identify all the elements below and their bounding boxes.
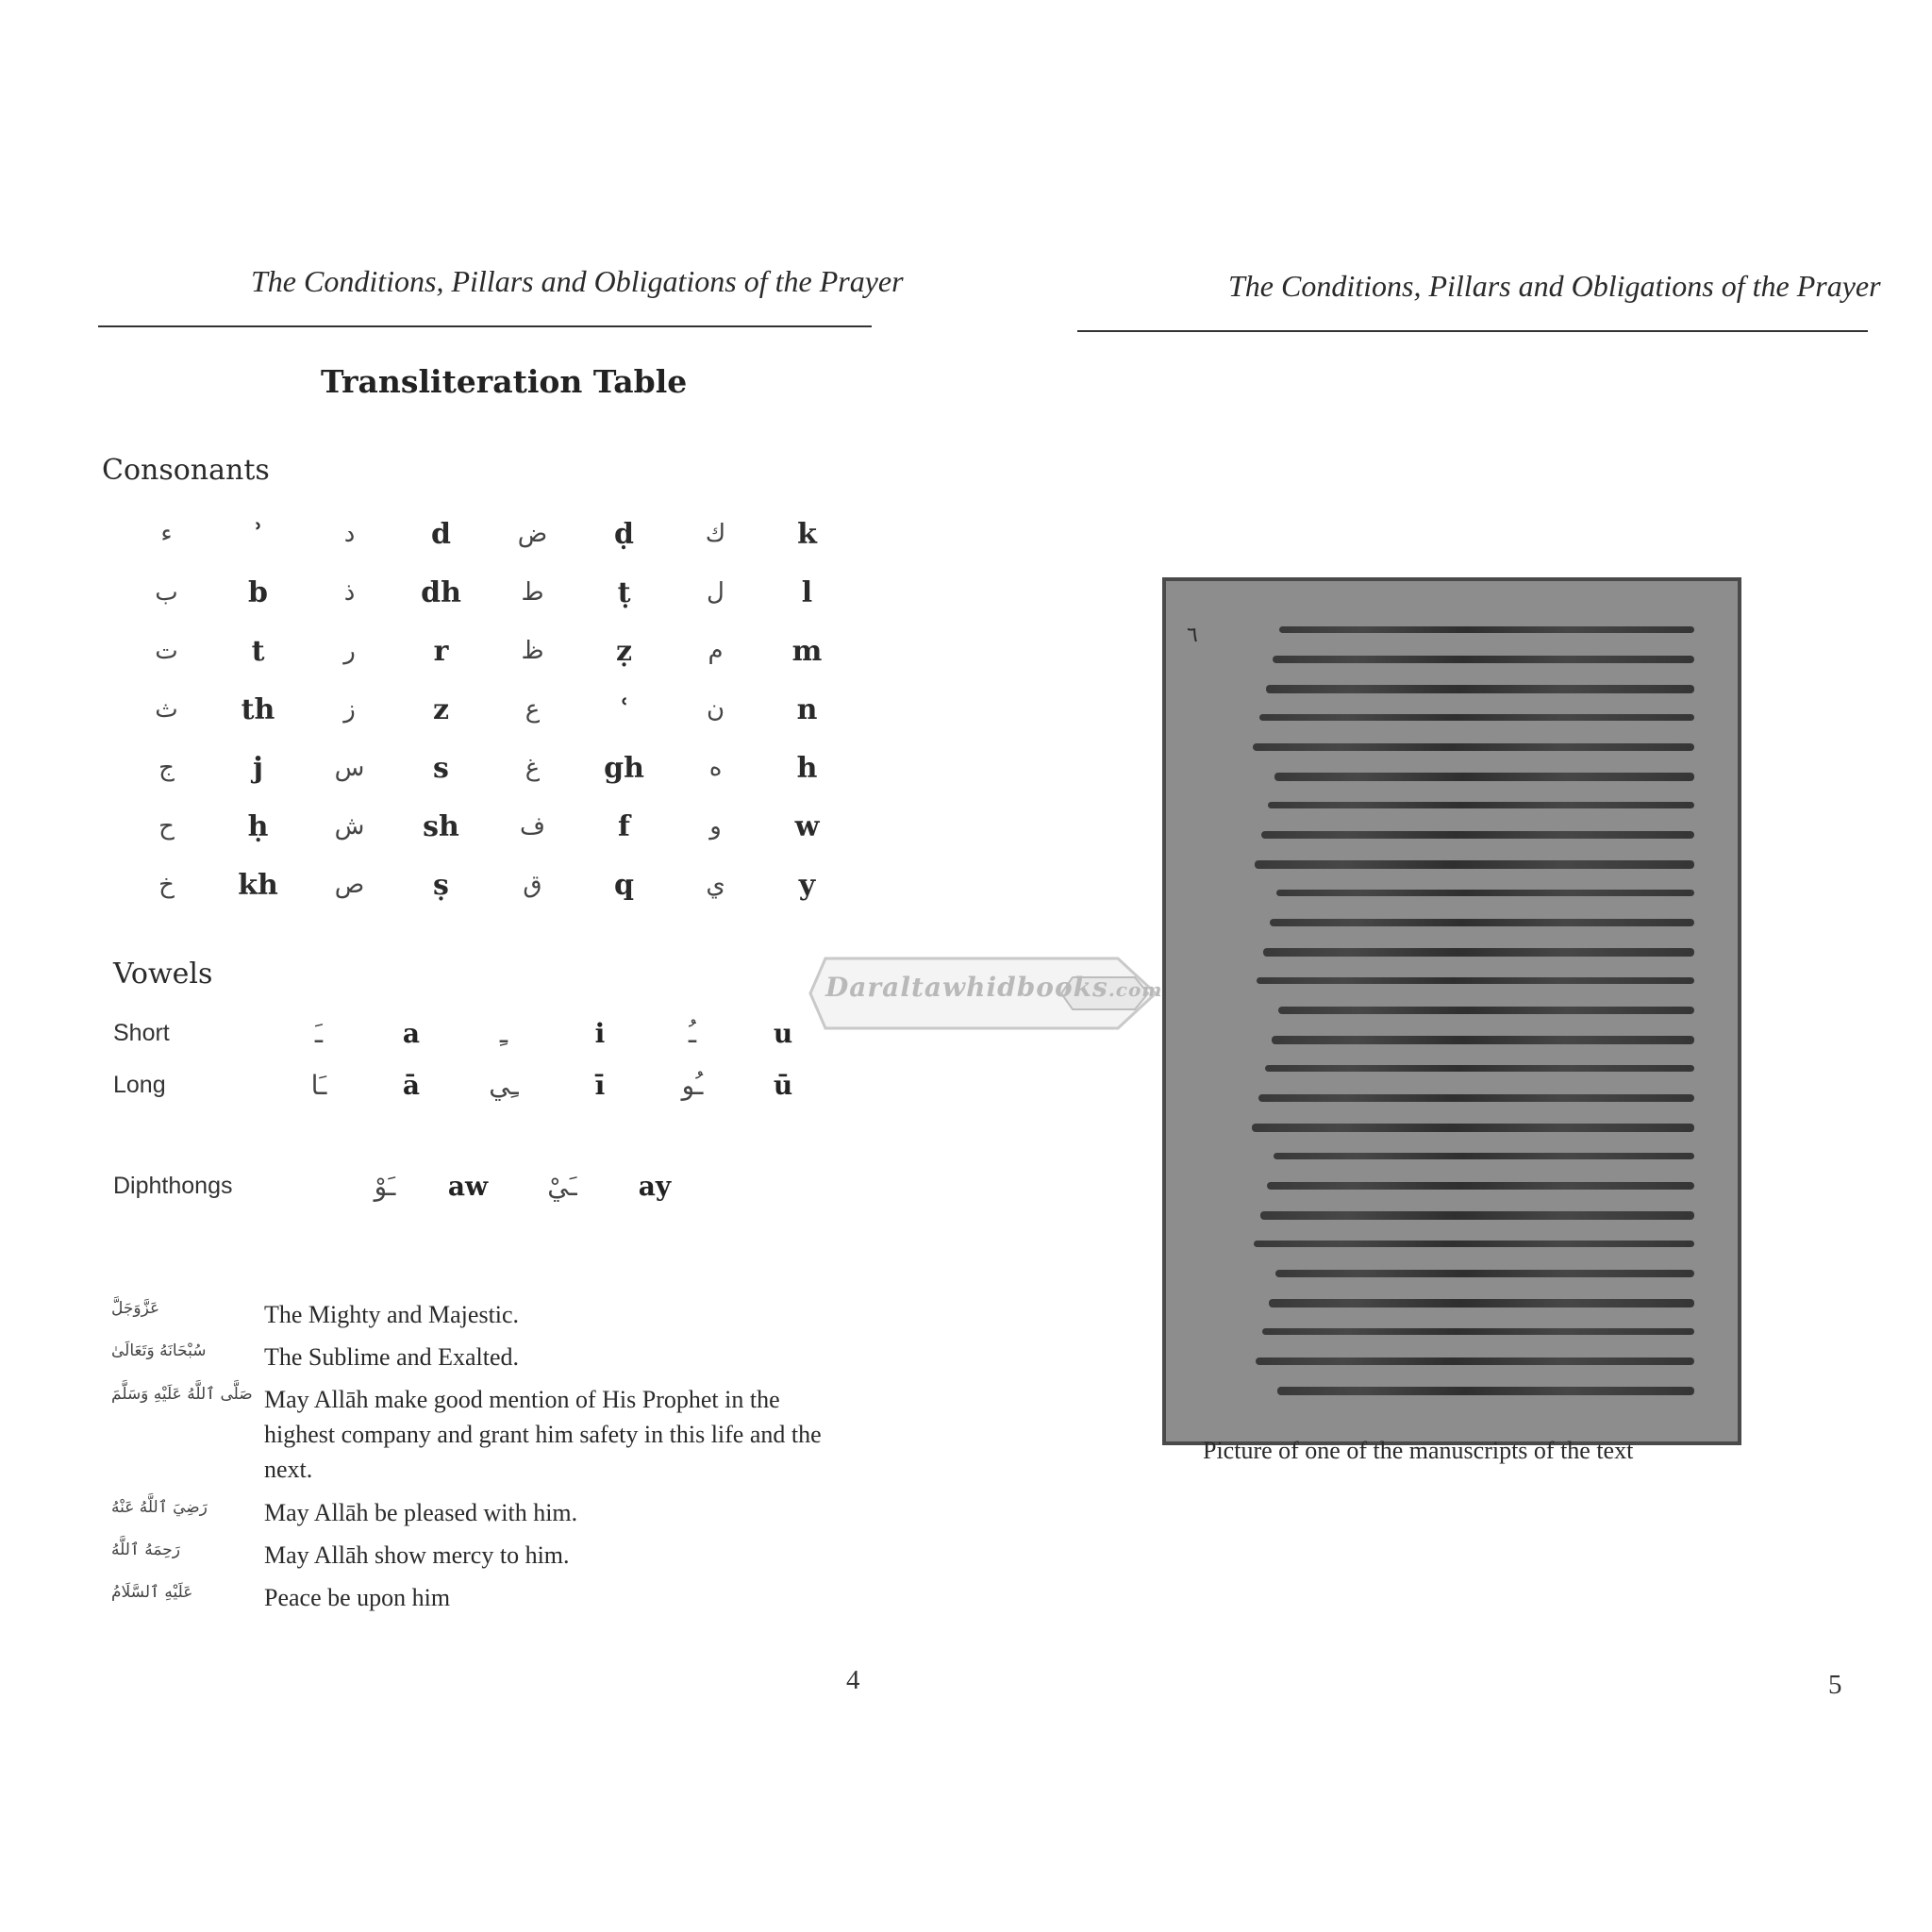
manuscript-line bbox=[1256, 1357, 1694, 1365]
manuscript-line bbox=[1252, 1124, 1694, 1132]
consonant-arabic: م bbox=[708, 637, 724, 665]
honorific-arabic: عَزَّوَجَلَّ bbox=[111, 1299, 160, 1318]
consonant-latin: ẓ bbox=[615, 634, 633, 668]
manuscript-line bbox=[1260, 1211, 1694, 1220]
manuscript-line bbox=[1257, 977, 1694, 984]
manuscript-line bbox=[1277, 1387, 1694, 1395]
consonant-latin: ḍ bbox=[614, 517, 634, 551]
vowel-arabic: ـَ bbox=[314, 1018, 324, 1049]
consonant-latin: b bbox=[248, 575, 268, 609]
consonant-arabic: ج bbox=[158, 754, 175, 782]
consonant-latin: l bbox=[801, 575, 813, 609]
consonants-table bbox=[121, 505, 857, 914]
margin-note: ٦ bbox=[1187, 624, 1198, 647]
consonant-arabic: ي bbox=[706, 871, 725, 899]
manuscript-line bbox=[1267, 1182, 1694, 1190]
manuscript-line bbox=[1259, 714, 1694, 721]
vowel-arabic: ـِ bbox=[499, 1018, 508, 1049]
manuscript-handwriting bbox=[1251, 609, 1694, 1411]
manuscript-line bbox=[1276, 890, 1694, 896]
manuscript-line bbox=[1272, 1036, 1694, 1044]
consonant-arabic: ن bbox=[706, 695, 725, 724]
consonant-latin: th bbox=[241, 692, 275, 726]
consonant-arabic: ء bbox=[160, 520, 173, 548]
consonant-arabic: ف bbox=[520, 812, 545, 841]
consonant-arabic: ظ bbox=[521, 637, 544, 665]
honorific-meaning: May Allāh show mercy to him. bbox=[264, 1541, 570, 1569]
consonant-arabic: خ bbox=[158, 871, 175, 899]
manuscript-line bbox=[1268, 802, 1694, 808]
consonant-latin: s bbox=[433, 751, 449, 785]
header-rule bbox=[98, 325, 872, 327]
consonant-latin: ṣ bbox=[433, 868, 449, 902]
consonant-latin: k bbox=[797, 517, 817, 551]
vowel-arabic: ـُو bbox=[681, 1070, 704, 1101]
vowel-latin: i bbox=[594, 1018, 606, 1049]
manuscript-line bbox=[1265, 1065, 1694, 1072]
consonant-latin: j bbox=[253, 751, 263, 785]
manuscript-caption: Picture of one of the manuscripts of the text bbox=[1203, 1437, 1634, 1464]
consonant-latin: f bbox=[618, 809, 630, 843]
consonant-arabic: ث bbox=[155, 695, 178, 724]
consonant-latin: q bbox=[614, 868, 634, 902]
vowels-heading: Vowels bbox=[113, 958, 213, 991]
consonant-arabic: ض bbox=[517, 520, 548, 548]
consonant-arabic: ت bbox=[155, 637, 178, 665]
vowels-short-row bbox=[113, 1014, 830, 1061]
consonant-arabic: ش bbox=[334, 812, 365, 841]
consonant-latin: sh bbox=[423, 809, 459, 843]
consonant-latin: r bbox=[433, 634, 449, 668]
consonant-arabic: د bbox=[343, 520, 356, 548]
consonant-arabic: ص bbox=[334, 871, 365, 899]
consonant-arabic: ع bbox=[525, 695, 541, 724]
consonant-arabic: ذ bbox=[343, 578, 356, 607]
watermark-text: Daraltawhidbooks.com bbox=[825, 972, 1163, 1003]
manuscript-line bbox=[1254, 1241, 1694, 1247]
vowel-latin: ā bbox=[402, 1070, 421, 1101]
manuscript-line bbox=[1274, 773, 1694, 781]
manuscript-line bbox=[1269, 1299, 1694, 1307]
consonant-latin: ḥ bbox=[247, 809, 269, 843]
vowel-latin: ī bbox=[594, 1070, 606, 1101]
header-rule bbox=[1077, 330, 1868, 332]
honorific-arabic: عَلَيْهِ ٱلسَّلَامُ bbox=[111, 1583, 193, 1602]
manuscript-line bbox=[1279, 626, 1694, 633]
vowel-latin: aw bbox=[447, 1171, 489, 1202]
consonant-arabic: ب bbox=[155, 578, 178, 607]
consonant-arabic: ح bbox=[158, 812, 175, 841]
vowel-latin: u bbox=[773, 1018, 793, 1049]
running-head: The Conditions, Pillars and Obligations of the Prayer bbox=[251, 264, 904, 298]
diphthongs-row bbox=[113, 1167, 830, 1214]
vowel-latin: a bbox=[402, 1018, 421, 1049]
consonant-latin: ʿ bbox=[619, 692, 629, 726]
manuscript-line bbox=[1275, 1270, 1694, 1277]
honorific-arabic: صَلَّى ٱللَّهُ عَلَيْهِ وَسَلَّمَ bbox=[111, 1385, 253, 1404]
manuscript-line bbox=[1278, 1007, 1694, 1014]
consonant-latin: w bbox=[794, 809, 820, 843]
consonant-latin: ṭ bbox=[617, 575, 631, 609]
consonant-latin: ʾ bbox=[253, 517, 263, 551]
consonant-arabic: ه bbox=[708, 754, 723, 782]
honorific-meaning: Peace be upon him bbox=[264, 1584, 451, 1611]
consonant-arabic: ز bbox=[343, 695, 356, 724]
manuscript-line bbox=[1274, 1153, 1694, 1159]
consonant-latin: kh bbox=[238, 868, 278, 902]
honorific-arabic: رَضِيَ ٱللَّهُ عَنْهُ bbox=[111, 1498, 208, 1517]
consonant-latin: dh bbox=[421, 575, 461, 609]
consonant-latin: t bbox=[251, 634, 265, 668]
manuscript-line bbox=[1263, 948, 1694, 957]
consonant-latin: y bbox=[798, 868, 816, 902]
manuscript-line bbox=[1270, 919, 1694, 926]
consonant-latin: m bbox=[791, 634, 823, 668]
honorific-meaning: The Mighty and Majestic. bbox=[264, 1301, 520, 1328]
manuscript-line bbox=[1255, 860, 1694, 869]
manuscript-image bbox=[1162, 577, 1741, 1445]
manuscript-line bbox=[1266, 685, 1694, 693]
consonant-arabic: ك bbox=[705, 520, 726, 548]
vowel-latin: ay bbox=[638, 1171, 672, 1202]
page-number: 4 bbox=[846, 1665, 860, 1695]
watermark-logo bbox=[807, 951, 1165, 1036]
consonant-arabic: ل bbox=[707, 578, 724, 607]
vowel-label: Long bbox=[113, 1072, 166, 1098]
running-head: The Conditions, Pillars and Obligations of the Prayer bbox=[1228, 269, 1881, 303]
honorific-arabic: رَحِمَهُ ٱللَّهُ bbox=[111, 1541, 180, 1559]
manuscript-line bbox=[1273, 656, 1694, 663]
manuscript-line bbox=[1253, 743, 1694, 751]
consonant-arabic: ط bbox=[521, 578, 544, 607]
honorific-meaning: May Allāh make good mention of His Prophet in the highest company and grant him safety in this life and the next. bbox=[264, 1386, 822, 1483]
vowel-latin: ū bbox=[773, 1070, 793, 1101]
manuscript-line bbox=[1261, 831, 1694, 839]
vowel-arabic: ـَا bbox=[310, 1070, 327, 1101]
consonant-latin: h bbox=[796, 751, 818, 785]
consonant-arabic: غ bbox=[525, 754, 541, 782]
consonant-arabic: س bbox=[334, 754, 365, 782]
page-title: Transliteration Table bbox=[321, 363, 688, 400]
consonant-latin: gh bbox=[604, 751, 644, 785]
honorific-meaning: May Allāh be pleased with him. bbox=[264, 1499, 578, 1526]
consonant-arabic: و bbox=[709, 812, 722, 841]
vowel-arabic: ـَوْ bbox=[374, 1171, 396, 1202]
consonant-latin: n bbox=[796, 692, 818, 726]
manuscript-line bbox=[1258, 1094, 1694, 1102]
vowel-label: Diphthongs bbox=[113, 1173, 233, 1199]
consonant-latin: z bbox=[432, 692, 450, 726]
vowel-label: Short bbox=[113, 1020, 170, 1046]
manuscript-line bbox=[1262, 1328, 1694, 1335]
consonant-latin: d bbox=[431, 517, 451, 551]
consonant-arabic: ر bbox=[343, 637, 356, 665]
vowel-arabic: ـَيْ bbox=[547, 1171, 577, 1202]
vowels-long-row bbox=[113, 1066, 830, 1113]
consonants-heading: Consonants bbox=[102, 454, 270, 487]
page-number: 5 bbox=[1828, 1670, 1842, 1700]
vowel-arabic: ـُ bbox=[688, 1018, 697, 1049]
vowel-arabic: ـِي bbox=[489, 1070, 519, 1101]
consonant-arabic: ق bbox=[523, 871, 542, 899]
honorific-arabic: سُبْحَانَهُ وَتَعَالَىٰ bbox=[111, 1341, 207, 1360]
honorific-meaning: The Sublime and Exalted. bbox=[264, 1343, 520, 1371]
